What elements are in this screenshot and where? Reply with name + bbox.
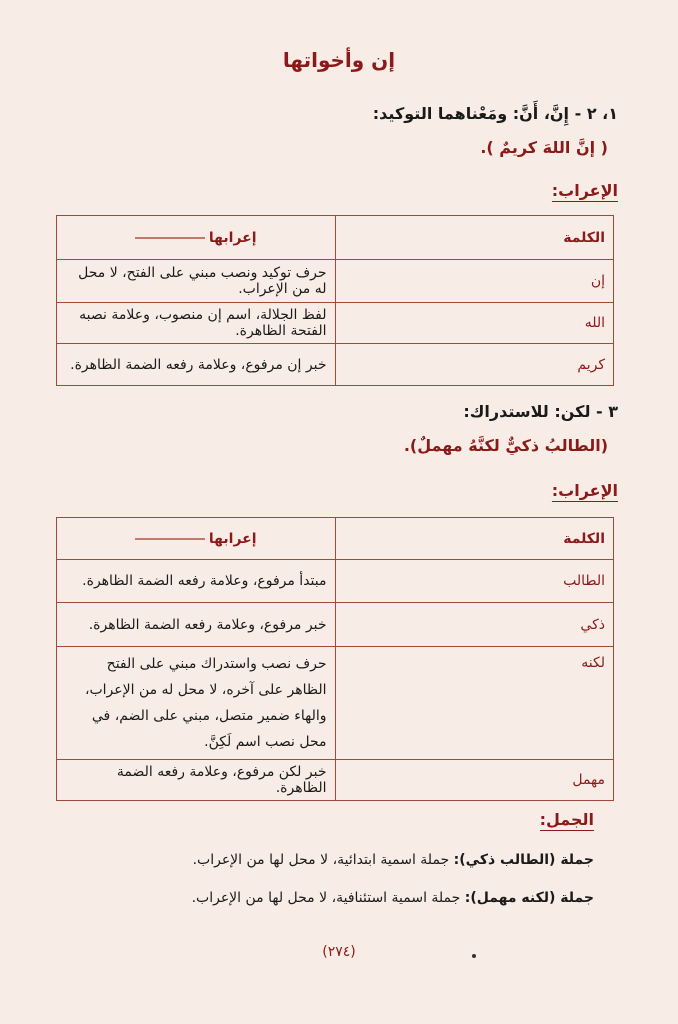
- row-irab: حرف توكيد ونصب مبني على الفتح، لا محل له من الإعراب.: [57, 260, 336, 303]
- irab-heading-1: الإعراب:: [551, 181, 618, 200]
- jumla-text: جملة اسمية استئنافية، لا محل لها من الإعراب.: [191, 890, 461, 906]
- table-row: [57, 647, 614, 760]
- table-header-row: [57, 518, 614, 560]
- jumla-label: جملة (الطالب ذكي):: [453, 852, 594, 868]
- table-row: [57, 303, 614, 344]
- page-title: إن وأخواتها: [282, 48, 396, 72]
- header-dash: [135, 237, 205, 239]
- irab-heading-2: الإعراب:: [551, 481, 618, 500]
- row-irab: خبر إن مرفوع، وعلامة رفعه الضمة الظاهرة.: [57, 344, 336, 386]
- row-irab: مبتدأ مرفوع، وعلامة رفعه الضمة الظاهرة.: [57, 560, 336, 603]
- page-dot-mark: [472, 954, 476, 958]
- row-word: ذكي: [335, 603, 614, 647]
- row-irab: خبر مرفوع، وعلامة رفعه الضمة الظاهرة.: [57, 603, 336, 647]
- table-header-row: [57, 216, 614, 260]
- header-irab-label: إعرابها: [208, 530, 257, 547]
- rule-lakin: ٣ - لكن: للاستدراك:: [463, 402, 618, 421]
- table-row: [57, 560, 614, 603]
- header-dash: [135, 538, 205, 540]
- jumla-label: جملة (لكنه مهمل):: [464, 890, 594, 906]
- irab-table-2: [56, 517, 614, 801]
- row-word: إن: [335, 260, 614, 303]
- page-number: (٢٧٤): [322, 944, 356, 960]
- irab-table-1: [56, 215, 614, 386]
- row-irab: لفظ الجلالة، اسم إن منصوب، وعلامة نصبه الفتحة الظاهرة.: [57, 303, 336, 344]
- header-irab: [57, 518, 336, 560]
- header-irab-label: إعرابها: [208, 229, 257, 246]
- row-irab: خبر لكن مرفوع، وعلامة رفعه الضمة الظاهرة.: [57, 760, 336, 801]
- row-word: الطالب: [335, 560, 614, 603]
- jumla-text: جملة اسمية ابتدائية، لا محل لها من الإعراب.: [192, 852, 450, 868]
- jumal-heading: الجمل:: [539, 810, 594, 829]
- jumla-item: [193, 852, 594, 868]
- table-row: [57, 260, 614, 303]
- example-inna: ( إنَّ اللهَ كريمٌ ).: [480, 138, 608, 157]
- jumla-item: [192, 890, 594, 906]
- table-row: [57, 603, 614, 647]
- header-word: الكلمة: [335, 518, 614, 560]
- rule-inna-anna: ١، ٢ - إِنَّ، أَنَّ: ومَعْناهما التوكيد:: [372, 104, 618, 123]
- header-irab: [57, 216, 336, 260]
- row-word: مهمل: [335, 760, 614, 801]
- row-irab: حرف نصب واستدراك مبني على الفتح الظاهر على آخره، لا محل له من الإعراب، والهاء ضمير متصل، مبني على الضم، في محل نصب اسم لَكِنَّ.: [57, 647, 336, 760]
- example-lakin: (الطالبُ ذكيٌّ لكنَّهُ مهملٌ).: [403, 436, 608, 455]
- row-word: الله: [335, 303, 614, 344]
- header-word: الكلمة: [335, 216, 614, 260]
- row-word: لكنه: [335, 647, 614, 760]
- table-row: [57, 344, 614, 386]
- table-row: [57, 760, 614, 801]
- row-word: كريم: [335, 344, 614, 386]
